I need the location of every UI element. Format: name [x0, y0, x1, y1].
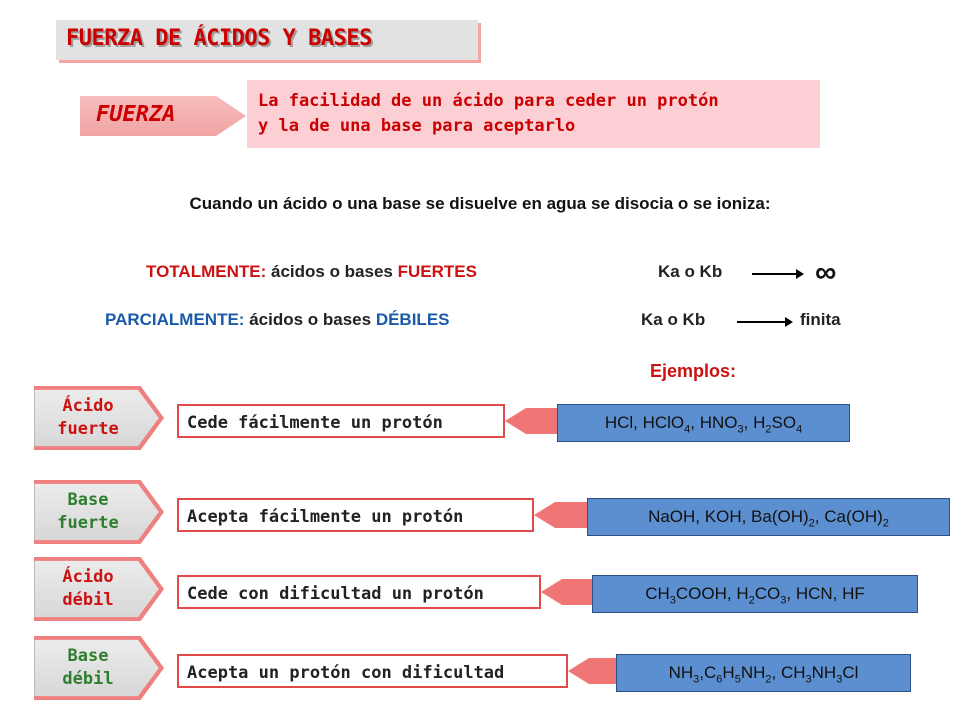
total-keyword: FUERTES	[397, 262, 477, 281]
formula-text: ,C	[699, 663, 717, 682]
fuerza-label: FUERZA	[96, 102, 176, 127]
category-label	[34, 395, 142, 441]
definition-line-2: y la de una base para aceptarlo	[258, 116, 576, 136]
formula-text: , HCN, HF	[786, 584, 865, 603]
partial-constant: Ka o Kb	[641, 310, 706, 329]
formula-text: Cl	[842, 663, 859, 682]
formula-text: CH	[645, 584, 670, 603]
example-formulas	[587, 498, 950, 536]
formula-subscript: 5	[734, 673, 741, 686]
formula-subscript: 3	[693, 673, 700, 686]
formula-subscript: 4	[796, 423, 803, 436]
formula-text: , Ca(OH)	[814, 507, 883, 526]
partial-result: finita	[800, 310, 841, 329]
category-label	[34, 645, 142, 691]
category-label-line2: débil	[62, 669, 114, 689]
category-label-line2: fuerte	[57, 513, 119, 533]
formula-text: , HNO	[690, 413, 738, 432]
infinity-symbol: ∞	[815, 256, 837, 289]
formula-text: , CH	[771, 663, 806, 682]
formula-subscript: 3	[836, 673, 843, 686]
total-row	[146, 262, 477, 282]
total-prefix: TOTALMENTE:	[146, 262, 267, 281]
example-formulas	[557, 404, 850, 442]
formula-subscript: 3	[805, 673, 812, 686]
category-label-line1: Ácido	[62, 567, 114, 587]
category-label	[34, 566, 142, 612]
partial-arrow-icon	[737, 321, 791, 323]
category-label	[34, 489, 142, 535]
formula-text: CO	[754, 584, 781, 603]
partial-keyword: DÉBILES	[375, 310, 450, 329]
formula-subscript: 6	[716, 673, 723, 686]
category-label-line1: Base	[67, 490, 109, 510]
total-arrow-icon	[752, 273, 802, 275]
example-formulas	[592, 575, 918, 613]
formula-text: NH	[811, 663, 837, 682]
formula-subscript: 2	[765, 673, 772, 686]
category-description: Cede con dificultad un protón	[177, 575, 541, 609]
formula-subscript: 2	[748, 594, 755, 607]
formula-text: HCl, HClO	[604, 413, 685, 432]
partial-row	[105, 310, 450, 330]
formula-subscript: 3	[737, 423, 744, 436]
category-label-line1: Ácido	[62, 396, 114, 416]
intro-sentence: Cuando un ácido o una base se disuelve en agua se disocia o se ioniza:	[189, 194, 771, 213]
formula-text: NH	[740, 663, 766, 682]
formula-text: COOH, H	[675, 584, 749, 603]
formula-subscript: 2	[808, 517, 815, 530]
definition-line-1: La facilidad de un ácido para ceder un protón	[258, 91, 719, 111]
partial-middle: ácidos o bases	[249, 310, 372, 329]
formula-text: SO	[771, 413, 797, 432]
formula-subscript: 2	[882, 517, 889, 530]
formula-subscript: 3	[780, 594, 787, 607]
total-middle: ácidos o bases	[270, 262, 393, 281]
category-label-line2: fuerte	[57, 419, 119, 439]
partial-prefix: PARCIALMENTE:	[105, 310, 245, 329]
category-label-line1: Base	[67, 646, 109, 666]
pointer-arrow-icon	[534, 502, 594, 528]
category-description: Acepta fácilmente un protón	[177, 498, 534, 532]
definition-text	[258, 89, 814, 139]
category-description: Cede fácilmente un protón	[177, 404, 505, 438]
formula-subscript: 4	[684, 423, 691, 436]
example-formulas	[616, 654, 911, 692]
category-label-line2: débil	[62, 590, 114, 610]
category-description: Acepta un protón con dificultad	[177, 654, 568, 688]
formula-text: NH	[668, 663, 694, 682]
formula-subscript: 3	[669, 594, 676, 607]
page-title: FUERZA DE ÁCIDOS Y BASES	[66, 26, 372, 51]
formula-text: H	[722, 663, 735, 682]
examples-heading: Ejemplos:	[650, 361, 737, 381]
formula-subscript: 2	[765, 423, 772, 436]
pointer-arrow-icon	[505, 408, 565, 434]
formula-text: NaOH, KOH, Ba(OH)	[648, 507, 809, 526]
formula-text: , H	[743, 413, 766, 432]
total-constant: Ka o Kb	[658, 262, 723, 281]
